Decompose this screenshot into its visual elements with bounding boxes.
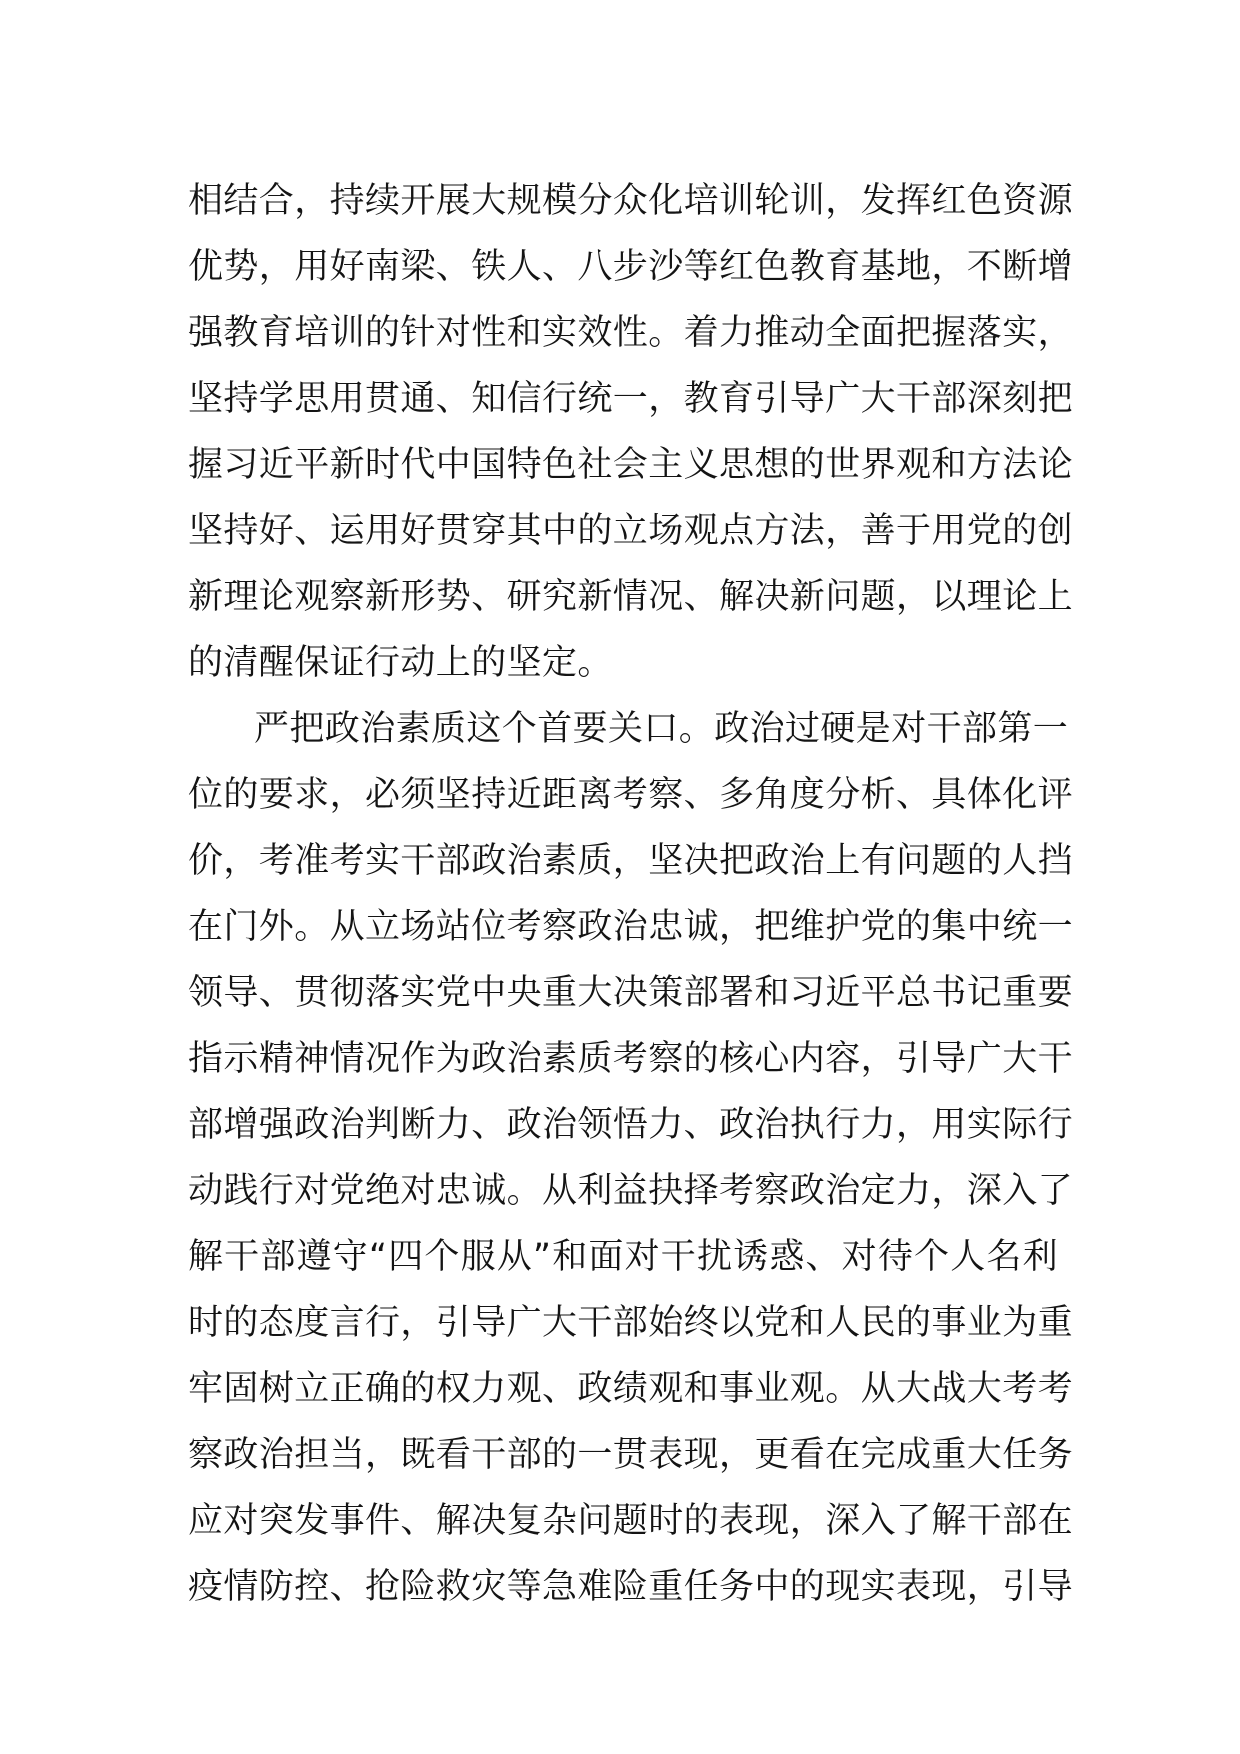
text-line: 强教育培训的针对性和实效性。着力推动全面把握落实， — [188, 313, 1074, 353]
body-text — [188, 168, 1074, 1620]
text-line: 时的态度言行，引导广大干部始终以党和人民的事业为重 — [188, 1303, 1074, 1343]
text-line: 领导、贯彻落实党中央重大决策部署和习近平总书记重要 — [188, 973, 1074, 1013]
text-line: 价，考准考实干部政治素质，坚决把政治上有问题的人挡 — [188, 841, 1074, 881]
paragraph-2 — [188, 696, 1074, 1620]
text-line: 动践行对党绝对忠诚。从利益抉择考察政治定力，深入了 — [188, 1171, 1074, 1211]
text-line: 新理论观察新形势、研究新情况、解决新问题，以理论上 — [188, 577, 1074, 617]
text-line: 牢固树立正确的权力观、政绩观和事业观。从大战大考考 — [188, 1369, 1074, 1409]
text-line: 坚持好、运用好贯穿其中的立场观点方法，善于用党的创 — [188, 511, 1074, 551]
text-line: 位的要求，必须坚持近距离考察、多角度分析、具体化评 — [188, 775, 1074, 815]
text-line: 优势，用好南梁、铁人、八步沙等红色教育基地，不断增 — [188, 247, 1074, 287]
text-line: 的清醒保证行动上的坚定。 — [188, 643, 613, 683]
text-line: 部增强政治判断力、政治领悟力、政治执行力，用实际行 — [188, 1105, 1074, 1145]
text-line: 疫情防控、抢险救灾等急难险重任务中的现实表现，引导 — [188, 1567, 1074, 1607]
paragraph-1 — [188, 168, 1074, 696]
text-line: 指示精神情况作为政治素质考察的核心内容，引导广大干 — [188, 1039, 1074, 1079]
text-line: 握习近平新时代中国特色社会主义思想的世界观和方法论 — [188, 445, 1074, 485]
text-line: 严把政治素质这个首要关口。政治过硬是对干部第一 — [254, 709, 1069, 749]
text-line: 察政治担当，既看干部的一贯表现，更看在完成重大任务 — [188, 1435, 1074, 1475]
text-line: 解干部遵守“四个服从”和面对干扰诱惑、对待个人名利 — [188, 1237, 1058, 1277]
text-line: 坚持学思用贯通、知信行统一，教育引导广大干部深刻把 — [188, 379, 1074, 419]
text-line: 在门外。从立场站位考察政治忠诚，把维护党的集中统一 — [188, 907, 1074, 947]
text-line: 应对突发事件、解决复杂问题时的表现，深入了解干部在 — [188, 1501, 1074, 1541]
text-line: 相结合，持续开展大规模分众化培训轮训，发挥红色资源 — [188, 181, 1074, 221]
